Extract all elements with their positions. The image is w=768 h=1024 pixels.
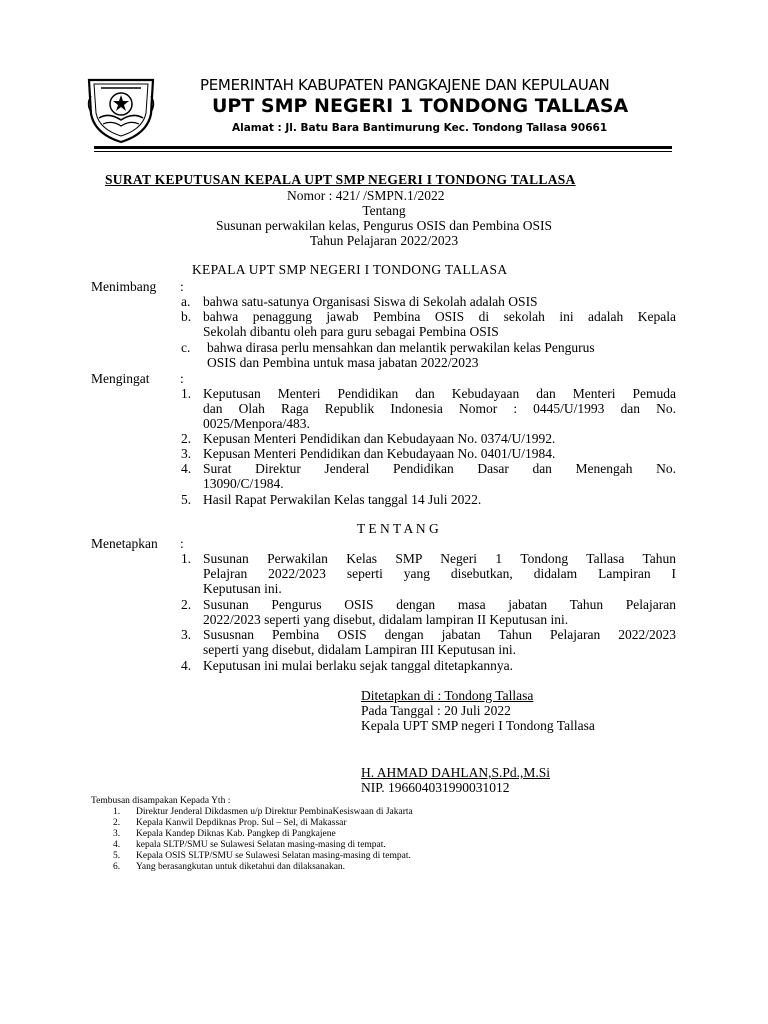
decree-number: Nomor : 421/ /SMPN.1/2022 — [287, 188, 445, 203]
signatory-nip: NIP. 196604031990031012 — [361, 780, 510, 795]
tentang-label: Tentang — [362, 203, 406, 218]
menimbang-item-b-line1: bahwa penaggung jawab Pembina OSIS di sekolah ini adalah Kepala — [203, 309, 676, 324]
mengingat-item-5: Hasil Rapat Perwakilan Kelas tanggal 14 Juli 2022. — [203, 492, 482, 507]
list-marker: 2. — [181, 431, 192, 446]
school-address: Alamat : Jl. Batu Bara Bantimurung Kec. Tondong Tallasa 90661 — [232, 122, 608, 134]
list-marker: c. — [181, 340, 191, 355]
menetapkan-item-1-line2: Pelajran 2022/2023 seperti yang disebutkan, didalam Lampiran I — [203, 566, 676, 581]
letterhead-rule-thick — [94, 146, 672, 149]
list-marker: 5. — [113, 851, 121, 861]
mengingat-item-4-line1: Surat Direktur Jenderal Pendidikan Dasar dan Menengah No. — [203, 461, 676, 476]
mengingat-colon: : — [180, 371, 184, 386]
tembusan-heading: Tembusan disampakan Kepada Yth : — [91, 796, 231, 806]
mengingat-item-1-line2: dan Olah Raga Republik Indonesia Nomor : 0445/U/1993 dan No. — [203, 401, 676, 416]
list-marker: 3. — [181, 627, 192, 642]
subject-line-2: Tahun Pelajaran 2022/2023 — [309, 233, 459, 248]
decree-title: SURAT KEPUTUSAN KEPALA UPT SMP NEGERI I TONDONG TALLASA — [105, 172, 576, 187]
pada-tanggal: Pada Tanggal : 20 Juli 2022 — [361, 703, 511, 718]
list-marker: 4. — [181, 658, 192, 673]
list-marker: 4. — [113, 840, 121, 850]
mengingat-item-4-line2: 13090/C/1984. — [203, 476, 284, 491]
mengingat-item-1-line1: Keputusan Menteri Pendidikan dan Kebudayaan dan Menteri Pemuda — [203, 386, 676, 401]
menetapkan-label: Menetapkan — [91, 536, 158, 551]
tentang-heading: T E N T A N G — [357, 521, 439, 536]
list-marker: 1. — [181, 551, 192, 566]
menetapkan-item-2-line2: 2022/2023 seperti yang disebut, didalam lampiran II Keputusan ini. — [203, 612, 569, 627]
tembusan-item: Direktur Jenderal Dikdasmen u/p Direktur PembinaKesiswaan di Jakarta — [136, 807, 413, 817]
menetapkan-item-3-line2: seperti yang disebut, didalam Lampiran III Keputusan ini. — [203, 642, 517, 657]
tembusan-item: Kepala OSIS SLTP/SMU se Sulawesi Selatan masing-masing di tempat. — [136, 851, 411, 861]
menetapkan-item-1-line1: Susunan Perwakilan Kelas SMP Negeri 1 Tondong Tallasa Tahun — [203, 551, 676, 566]
list-marker: 2. — [181, 597, 192, 612]
regency-crest-icon — [85, 74, 157, 144]
tembusan-item: kepala SLTP/SMU se Sulawesi Selatan masing-masing di tempat. — [136, 840, 386, 850]
tembusan-item: Kepala Kandep Diknas Kab. Pangkep di Pangkajene — [136, 829, 336, 839]
list-marker: 2. — [113, 818, 121, 828]
list-marker: a. — [181, 294, 191, 309]
menimbang-item-b-line2: Sekolah dibantu oleh para guru sebagai Pembina OSIS — [203, 324, 499, 339]
ditetapkan-di: Ditetapkan di : Tondong Tallasa — [361, 688, 534, 703]
letterhead-rule-thin — [94, 151, 672, 152]
list-marker: b. — [181, 309, 192, 324]
mengingat-item-2: Kepusan Menteri Pendidikan dan Kebudayaan No. 0374/U/1992. — [203, 431, 556, 446]
menimbang-label: Menimbang — [91, 279, 157, 294]
tembusan-item: Kepala Kanwil Depdiknas Prop. Sul – Sel, di Makassar — [136, 818, 347, 828]
list-marker: 1. — [113, 807, 121, 817]
menimbang-item-c-line1: bahwa dirasa perlu mensahkan dan melantik perwakilan kelas Pengurus — [207, 340, 595, 355]
list-marker: 6. — [113, 862, 121, 872]
subject-line-1: Susunan perwakilan kelas, Pengurus OSIS dan Pembina OSIS — [216, 218, 552, 233]
signatory-title: Kepala UPT SMP negeri I Tondong Tallasa — [361, 718, 595, 733]
menimbang-item-c-line2: OSIS dan Pembina untuk masa jabatan 2022/2023 — [207, 355, 479, 370]
menimbang-item-a: bahwa satu-satunya Organisasi Siswa di Sekolah adalah OSIS — [203, 294, 538, 309]
menetapkan-item-1-line3: Keputusan ini. — [203, 581, 282, 596]
list-marker: 5. — [181, 492, 192, 507]
list-marker: 1. — [181, 386, 192, 401]
menetapkan-item-2-line1: Susunan Pengurus OSIS dengan masa jabatan Tahun Pelajaran — [203, 597, 676, 612]
menetapkan-item-4: Keputusan ini mulai berlaku sejak tanggal ditetapkannya. — [203, 658, 514, 673]
menetapkan-colon: : — [180, 536, 184, 551]
school-name: UPT SMP NEGERI 1 TONDONG TALLASA — [212, 95, 629, 117]
government-heading: PEMERINTAH KABUPATEN PANGKAJENE DAN KEPULAUAN — [200, 76, 610, 94]
tembusan-item: Yang berasangkutan untuk diketahui dan dilaksanakan. — [136, 862, 346, 872]
list-marker: 3. — [181, 446, 192, 461]
menetapkan-item-3-line1: Sususnan Pembina OSIS dengan jabatan Tahun Pelajaran 2022/2023 — [203, 627, 676, 642]
list-marker: 4. — [181, 461, 192, 476]
list-marker: 3. — [113, 829, 121, 839]
menimbang-colon: : — [180, 279, 184, 294]
kepala-heading: KEPALA UPT SMP NEGERI I TONDONG TALLASA — [192, 262, 508, 277]
mengingat-item-1-line3: 0025/Menpora/483. — [203, 416, 310, 431]
mengingat-label: Mengingat — [91, 371, 150, 386]
signatory-name: H. AHMAD DAHLAN,S.Pd.,M.Si — [361, 765, 551, 780]
mengingat-item-3: Kepusan Menteri Pendidikan dan Kebudayaan No. 0401/U/1984. — [203, 446, 556, 461]
